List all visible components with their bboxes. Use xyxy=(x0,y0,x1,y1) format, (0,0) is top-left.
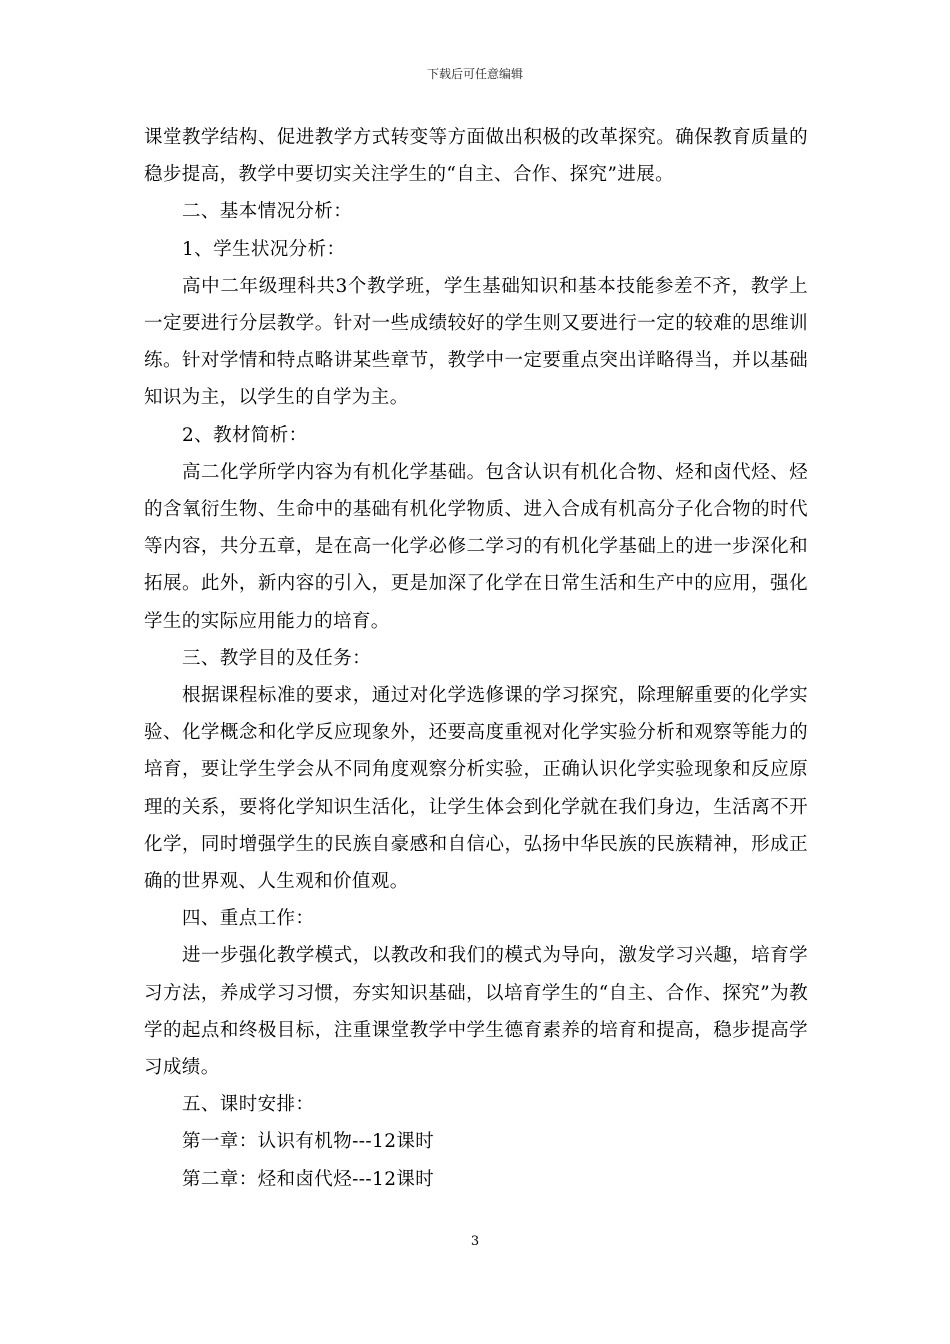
paragraph-goals: 根据课程标准的要求，通过对化学选修课的学习探究，除理解重要的化学实验、化学概念和化学反应现象外，还要高度重视对化学实验分析和观察等能力的培育，要让学生学会从不同角度观察分析实验，正确认识化学实验现象和反应原理的关系，要将化学知识生活化，让学生体会到化学就在我们身边，生活离不开化学，同时增强学生的民族自豪感和自信心，弘扬中华民族的民族精神，形成正确的世界观、人生观和价值观。 xyxy=(144,685,808,893)
section-heading-schedule: 五、课时安排： xyxy=(182,1094,315,1116)
paragraph-student-analysis: 高中二年级理科共3个教学班，学生基础知识和基本技能参差不齐，教学上一定要进行分层教学。针对一些成绩较好的学生则又要进行一定的较难的思维训练。针对学情和特点略讲某些章节，教学中一定要重点突出详略得当，并以基础知识为主，以学生的自学为主。 xyxy=(144,275,808,409)
section-heading-goals: 三、教学目的及任务： xyxy=(182,647,372,669)
paragraph-intro-continuation: 课堂教学结构、促进教学方式转变等方面做出积极的改革探究。确保教育质量的稳步提高，教学中要切实关注学生的“自主、合作、探究”进展。 xyxy=(144,127,808,186)
page-number: 3 xyxy=(470,1234,480,1249)
subheading-textbook-analysis: 2、教材简析： xyxy=(182,424,308,446)
page-header: 下载后可任意编辑 xyxy=(426,67,523,81)
section-heading-basic-analysis: 二、基本情况分析： xyxy=(182,201,353,223)
subheading-student-analysis: 1、学生状况分析： xyxy=(182,238,346,260)
paragraph-textbook-analysis: 高二化学所学内容为有机化学基础。包含认识有机化合物、烃和卤代烃、烃的含氧衍生物、生命中的基础有机化学物质、进入合成有机高分子化合物的时代等内容，共分五章，是在高一化学必修二学习的有机化学基础上的进一步深化和拓展。此外，新内容的引入，更是加深了化学在日常生活和生产中的应用，强化学生的实际应用能力的培育。 xyxy=(144,461,808,632)
document-body xyxy=(144,119,808,1198)
paragraph-key-work: 进一步强化教学模式，以教改和我们的模式为导向，激发学习兴趣，培育学习方法，养成学习习惯，夯实知识基础，以培育学生的“自主、合作、探究”为教学的起点和终极目标，注重课堂教学中学生德育素养的培育和提高，稳步提高学习成绩。 xyxy=(144,945,808,1079)
section-heading-key-work: 四、重点工作： xyxy=(182,908,315,930)
schedule-item-chapter-1: 第一章：认识有机物---12课时 xyxy=(182,1131,435,1153)
schedule-item-chapter-2: 第二章：烃和卤代烃---12课时 xyxy=(182,1168,435,1190)
